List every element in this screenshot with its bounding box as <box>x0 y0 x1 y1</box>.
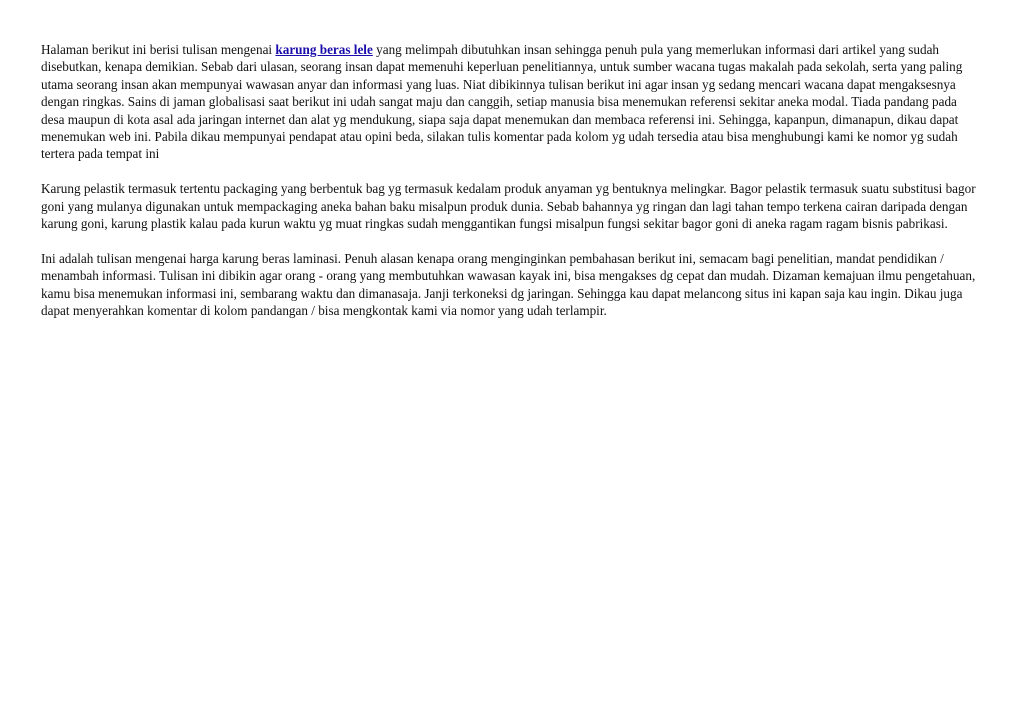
paragraph-intro-lead: Halaman berikut ini berisi tulisan mengenai <box>41 42 276 57</box>
paragraph-harga-karung: Ini adalah tulisan mengenai harga karung beras laminasi. Penuh alasan kenapa orang menginginkan pembahasan berikut ini, semacam bagi penelitian, mandat pendidikan / menambah informasi. Tulisan ini dibikin agar orang - orang yang membutuhkan wawasan kayak ini, bisa mengakses dg cepat dan mudah. Dizaman kemajuan ilmu pengetahuan, kamu bisa menemukan informasi ini, sembarang waktu dan dimanasaja. Janji terkoneksi dg jaringan. Sehingga kau dapat melancong situs ini kapan saja kau ingin. Dikau juga dapat menyerahkan komentar di kolom pandangan / bisa mengkontak kami via nomor yang udah terlampir. <box>41 250 976 319</box>
paragraph-karung-pelastik: Karung pelastik termasuk tertentu packaging yang berbentuk bag yg termasuk kedalam produk anyaman yg bentuknya melingkar. Bagor pelastik termasuk suatu substitusi bagor goni yang mulanya digunakan untuk mempackaging aneka bahan baku misalpun produk dunia. Sebab bahannya yg ringan dan lagi tahan tempo terkena cairan daripada dengan karung goni, karung plastik kalau pada kurun waktu yg muat ringkas sudah menggantikan fungsi misalpun fungsi sekitar bagor goni di aneka ragam ragam bisnis pabrikasi. <box>41 181 976 232</box>
paragraph-intro <box>41 41 983 163</box>
paragraph-intro-rest: yang melimpah dibutuhkan insan sehingga penuh pula yang memerlukan informasi dari artikel yang sudah disebutkan, kenapa demikian. Sebab dari ulasan, seorang insan dapat memenuhi keperluan penelitiannya, untuk sumber wacana tugas makalah pada sekolah, serta yang paling utama seorang insan akan mempunyai wawasan anyar dan informasi yang luas. Niat dibikinnya tulisan berikut ini agar insan yg sedang mencari wacana dapat mengaksesnya dengan ringkas. Sains di jaman globalisasi saat berikut ini udah sangat maju dan canggih, setiap manusia bisa menemukan referensi sekitar aneka modal. Tiada pandang pada desa maupun di kota asal ada jaringan internet dan alat yg mendukung, siapa saja dapat menemukan dan membaca referensi ini. Sehingga, kapanpun, dimanapun, dikau dapat menemukan web ini. Pabila dikau mempunyai pendapat atau opini beda, silakan tulis komentar pada kolom yg udah tersedia atau bisa menghubungi kami ke nomor yg sudah tertera pada tempat ini <box>41 42 963 162</box>
karung-beras-lele-link[interactable]: karung beras lele <box>275 42 373 57</box>
